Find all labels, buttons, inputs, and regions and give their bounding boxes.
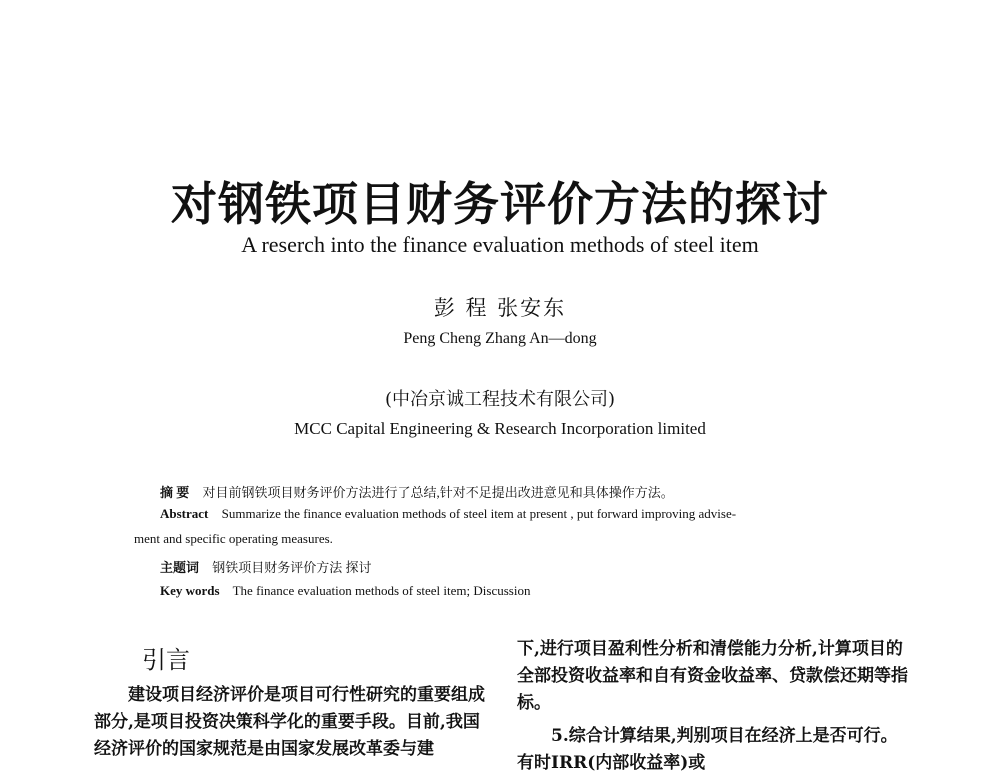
right-list-item-5: 5.综合计算结果,判别项目在经济上是否可行。 bbox=[551, 726, 898, 746]
title-chinese: 对钢铁项目财务评价方法的探讨 bbox=[171, 177, 829, 231]
abstract-english bbox=[160, 506, 736, 522]
affiliation-english: MCC Capital Engineering & Research Incorporation limited bbox=[294, 419, 706, 438]
keywords-chinese bbox=[160, 557, 372, 576]
body-column-left bbox=[94, 682, 486, 763]
abstract-cn-label: 摘 要 bbox=[160, 485, 190, 500]
abstract-en-text-line2: ment and specific operating measures. bbox=[134, 531, 333, 546]
keywords-en-text: The finance evaluation methods of steel item; Discussion bbox=[232, 583, 531, 598]
title-english: A reserch into the finance evaluation methods of steel item bbox=[241, 232, 759, 257]
left-paragraph: 建设项目经济评价是项目可行性研究的重要组成部分,是项目投资决策科学化的重要手段。目前,我国经济评价的国家规范是由国家发展改革委与建 bbox=[94, 685, 485, 759]
authors-english: Peng Cheng Zhang An—dong bbox=[403, 330, 597, 347]
keywords-cn-label: 主题词 bbox=[160, 560, 200, 575]
keywords-cn-text: 钢铁项目财务评价方法 探讨 bbox=[212, 560, 372, 575]
keywords-english bbox=[160, 583, 530, 599]
body-column-right bbox=[517, 636, 909, 777]
abstract-en-label: Abstract bbox=[160, 506, 209, 521]
right-paragraph: 下,进行项目盈利性分析和清偿能力分析,计算项目的全部投资收益率和自有资金收益率、贷款偿还期等指标。 bbox=[517, 639, 908, 713]
affiliation-chinese: (中冶京诚工程技术有限公司) bbox=[384, 389, 616, 410]
right-partial-line: 有时IRR(内部收益率)或 bbox=[517, 753, 706, 773]
abstract-chinese bbox=[160, 482, 674, 501]
abstract-cn-text: 对目前钢铁项目财务评价方法进行了总结,针对不足提出改进意见和具体操作方法。 bbox=[202, 485, 674, 500]
keywords-en-label: Key words bbox=[160, 583, 220, 598]
authors-chinese: 彭 程 张安东 bbox=[433, 296, 567, 320]
section-heading-introduction: 引言 bbox=[142, 646, 190, 674]
abstract-en-text-line1: Summarize the finance evaluation methods of steel item at present , put forward improving advise- bbox=[221, 506, 737, 521]
